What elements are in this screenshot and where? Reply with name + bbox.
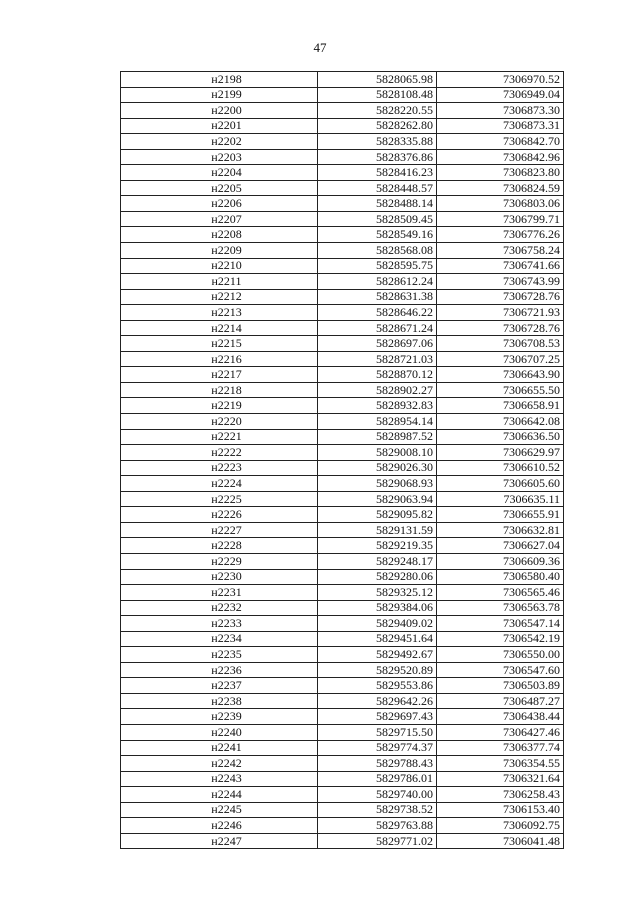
table-row [121, 103, 564, 119]
table-row [121, 771, 564, 787]
point-id-cell: н2246 [121, 818, 318, 834]
y-coordinate-cell: 7306609.36 [437, 553, 564, 569]
point-id-cell: н2226 [121, 507, 318, 523]
y-coordinate-cell: 7306153.40 [437, 802, 564, 818]
table-row [121, 87, 564, 103]
table-row [121, 693, 564, 709]
point-id-cell: н2201 [121, 118, 318, 134]
y-coordinate-cell: 7306321.64 [437, 771, 564, 787]
table-row [121, 600, 564, 616]
point-id-cell: н2211 [121, 274, 318, 290]
x-coordinate-cell: 5828448.57 [318, 180, 437, 196]
table-row [121, 274, 564, 290]
y-coordinate-cell: 7306643.90 [437, 367, 564, 383]
x-coordinate-cell: 5829063.94 [318, 491, 437, 507]
x-coordinate-cell: 5828065.98 [318, 72, 437, 88]
point-id-cell: н2236 [121, 662, 318, 678]
table-row [121, 476, 564, 492]
x-coordinate-cell: 5829325.12 [318, 585, 437, 601]
y-coordinate-cell: 7306949.04 [437, 87, 564, 103]
y-coordinate-cell: 7306610.52 [437, 460, 564, 476]
y-coordinate-cell: 7306823.80 [437, 165, 564, 181]
x-coordinate-cell: 5829786.01 [318, 771, 437, 787]
table-row [121, 305, 564, 321]
point-id-cell: н2245 [121, 802, 318, 818]
x-coordinate-cell: 5828954.14 [318, 414, 437, 430]
table-row [121, 833, 564, 849]
point-id-cell: н2202 [121, 134, 318, 150]
point-id-cell: н2210 [121, 258, 318, 274]
x-coordinate-cell: 5829788.43 [318, 756, 437, 772]
point-id-cell: н2205 [121, 180, 318, 196]
x-coordinate-cell: 5829280.06 [318, 569, 437, 585]
y-coordinate-cell: 7306629.97 [437, 445, 564, 461]
table-row [121, 724, 564, 740]
table-row [121, 460, 564, 476]
table-row [121, 740, 564, 756]
point-id-cell: н2206 [121, 196, 318, 212]
table-row [121, 118, 564, 134]
table-row [121, 180, 564, 196]
table-row [121, 414, 564, 430]
x-coordinate-cell: 5828595.75 [318, 258, 437, 274]
table-row [121, 662, 564, 678]
point-id-cell: н2209 [121, 243, 318, 259]
x-coordinate-cell: 5829763.88 [318, 818, 437, 834]
table-row [121, 491, 564, 507]
table-row [121, 756, 564, 772]
table-row [121, 522, 564, 538]
table-row [121, 289, 564, 305]
x-coordinate-cell: 5829068.93 [318, 476, 437, 492]
y-coordinate-cell: 7306605.60 [437, 476, 564, 492]
point-id-cell: н2241 [121, 740, 318, 756]
y-coordinate-cell: 7306635.11 [437, 491, 564, 507]
point-id-cell: н2227 [121, 522, 318, 538]
x-coordinate-cell: 5829520.89 [318, 662, 437, 678]
table-row [121, 211, 564, 227]
x-coordinate-cell: 5829492.67 [318, 647, 437, 663]
point-id-cell: н2244 [121, 787, 318, 803]
y-coordinate-cell: 7306655.50 [437, 382, 564, 398]
y-coordinate-cell: 7306487.27 [437, 693, 564, 709]
table-row [121, 616, 564, 632]
x-coordinate-cell: 5829697.43 [318, 709, 437, 725]
table-row [121, 72, 564, 88]
table-row [121, 787, 564, 803]
x-coordinate-cell: 5828631.38 [318, 289, 437, 305]
x-coordinate-cell: 5828549.16 [318, 227, 437, 243]
x-coordinate-cell: 5828671.24 [318, 320, 437, 336]
x-coordinate-cell: 5828721.03 [318, 351, 437, 367]
y-coordinate-cell: 7306550.00 [437, 647, 564, 663]
y-coordinate-cell: 7306708.53 [437, 336, 564, 352]
point-id-cell: н2212 [121, 289, 318, 305]
table-row [121, 351, 564, 367]
point-id-cell: н2220 [121, 414, 318, 430]
y-coordinate-cell: 7306655.91 [437, 507, 564, 523]
point-id-cell: н2224 [121, 476, 318, 492]
y-coordinate-cell: 7306799.71 [437, 211, 564, 227]
point-id-cell: н2242 [121, 756, 318, 772]
point-id-cell: н2235 [121, 647, 318, 663]
table-row [121, 165, 564, 181]
y-coordinate-cell: 7306547.60 [437, 662, 564, 678]
y-coordinate-cell: 7306041.48 [437, 833, 564, 849]
point-id-cell: н2215 [121, 336, 318, 352]
x-coordinate-cell: 5829738.52 [318, 802, 437, 818]
y-coordinate-cell: 7306580.40 [437, 569, 564, 585]
point-id-cell: н2217 [121, 367, 318, 383]
y-coordinate-cell: 7306758.24 [437, 243, 564, 259]
x-coordinate-cell: 5828416.23 [318, 165, 437, 181]
point-id-cell: н2229 [121, 553, 318, 569]
table-row [121, 507, 564, 523]
x-coordinate-cell: 5828870.12 [318, 367, 437, 383]
page-number: 47 [313, 40, 327, 55]
y-coordinate-cell: 7306842.70 [437, 134, 564, 150]
point-id-cell: н2213 [121, 305, 318, 321]
y-coordinate-cell: 7306842.96 [437, 149, 564, 165]
point-id-cell: н2223 [121, 460, 318, 476]
point-id-cell: н2233 [121, 616, 318, 632]
y-coordinate-cell: 7306092.75 [437, 818, 564, 834]
table-row [121, 243, 564, 259]
y-coordinate-cell: 7306658.91 [437, 398, 564, 414]
point-id-cell: н2198 [121, 72, 318, 88]
point-id-cell: н2199 [121, 87, 318, 103]
table-row [121, 227, 564, 243]
point-id-cell: н2203 [121, 149, 318, 165]
x-coordinate-cell: 5828902.27 [318, 382, 437, 398]
table-row [121, 367, 564, 383]
y-coordinate-cell: 7306258.43 [437, 787, 564, 803]
y-coordinate-cell: 7306542.19 [437, 631, 564, 647]
table-row [121, 382, 564, 398]
point-id-cell: н2247 [121, 833, 318, 849]
y-coordinate-cell: 7306427.46 [437, 724, 564, 740]
point-id-cell: н2230 [121, 569, 318, 585]
point-id-cell: н2237 [121, 678, 318, 694]
table-row [121, 647, 564, 663]
x-coordinate-cell: 5828262.80 [318, 118, 437, 134]
y-coordinate-cell: 7306565.46 [437, 585, 564, 601]
x-coordinate-cell: 5828220.55 [318, 103, 437, 119]
point-id-cell: н2221 [121, 429, 318, 445]
x-coordinate-cell: 5828335.88 [318, 134, 437, 150]
x-coordinate-cell: 5829451.64 [318, 631, 437, 647]
point-id-cell: н2208 [121, 227, 318, 243]
table-row [121, 538, 564, 554]
y-coordinate-cell: 7306563.78 [437, 600, 564, 616]
table-row [121, 429, 564, 445]
y-coordinate-cell: 7306627.04 [437, 538, 564, 554]
table-row [121, 678, 564, 694]
x-coordinate-cell: 5829715.50 [318, 724, 437, 740]
point-id-cell: н2232 [121, 600, 318, 616]
y-coordinate-cell: 7306547.14 [437, 616, 564, 632]
y-coordinate-cell: 7306636.50 [437, 429, 564, 445]
y-coordinate-cell: 7306741.66 [437, 258, 564, 274]
point-id-cell: н2231 [121, 585, 318, 601]
x-coordinate-cell: 5829771.02 [318, 833, 437, 849]
y-coordinate-cell: 7306642.08 [437, 414, 564, 430]
point-id-cell: н2228 [121, 538, 318, 554]
y-coordinate-cell: 7306728.76 [437, 320, 564, 336]
table-row [121, 149, 564, 165]
x-coordinate-cell: 5828612.24 [318, 274, 437, 290]
x-coordinate-cell: 5828568.08 [318, 243, 437, 259]
x-coordinate-cell: 5829008.10 [318, 445, 437, 461]
point-id-cell: н2200 [121, 103, 318, 119]
y-coordinate-cell: 7306721.93 [437, 305, 564, 321]
point-id-cell: н2216 [121, 351, 318, 367]
x-coordinate-cell: 5828108.48 [318, 87, 437, 103]
x-coordinate-cell: 5829095.82 [318, 507, 437, 523]
table-row [121, 585, 564, 601]
x-coordinate-cell: 5829553.86 [318, 678, 437, 694]
x-coordinate-cell: 5829131.59 [318, 522, 437, 538]
y-coordinate-cell: 7306873.30 [437, 103, 564, 119]
y-coordinate-cell: 7306438.44 [437, 709, 564, 725]
x-coordinate-cell: 5829026.30 [318, 460, 437, 476]
table-row [121, 445, 564, 461]
point-id-cell: н2218 [121, 382, 318, 398]
point-id-cell: н2238 [121, 693, 318, 709]
x-coordinate-cell: 5828646.22 [318, 305, 437, 321]
y-coordinate-cell: 7306632.81 [437, 522, 564, 538]
point-id-cell: н2204 [121, 165, 318, 181]
point-id-cell: н2240 [121, 724, 318, 740]
y-coordinate-cell: 7306354.55 [437, 756, 564, 772]
x-coordinate-cell: 5828987.52 [318, 429, 437, 445]
table-row [121, 336, 564, 352]
x-coordinate-cell: 5829740.00 [318, 787, 437, 803]
x-coordinate-cell: 5828376.86 [318, 149, 437, 165]
point-id-cell: н2222 [121, 445, 318, 461]
table-row [121, 398, 564, 414]
point-id-cell: н2225 [121, 491, 318, 507]
table-row [121, 134, 564, 150]
coordinates-table [120, 71, 564, 849]
table-row [121, 631, 564, 647]
x-coordinate-cell: 5829219.35 [318, 538, 437, 554]
y-coordinate-cell: 7306873.31 [437, 118, 564, 134]
table-row [121, 709, 564, 725]
point-id-cell: н2207 [121, 211, 318, 227]
y-coordinate-cell: 7306824.59 [437, 180, 564, 196]
x-coordinate-cell: 5828509.45 [318, 211, 437, 227]
x-coordinate-cell: 5829409.02 [318, 616, 437, 632]
x-coordinate-cell: 5828697.06 [318, 336, 437, 352]
y-coordinate-cell: 7306377.74 [437, 740, 564, 756]
y-coordinate-cell: 7306803.06 [437, 196, 564, 212]
table-row [121, 320, 564, 336]
table-row [121, 818, 564, 834]
x-coordinate-cell: 5829642.26 [318, 693, 437, 709]
y-coordinate-cell: 7306707.25 [437, 351, 564, 367]
x-coordinate-cell: 5829384.06 [318, 600, 437, 616]
point-id-cell: н2239 [121, 709, 318, 725]
table-row [121, 802, 564, 818]
x-coordinate-cell: 5828932.83 [318, 398, 437, 414]
y-coordinate-cell: 7306743.99 [437, 274, 564, 290]
x-coordinate-cell: 5828488.14 [318, 196, 437, 212]
table-row [121, 553, 564, 569]
x-coordinate-cell: 5829248.17 [318, 553, 437, 569]
point-id-cell: н2214 [121, 320, 318, 336]
point-id-cell: н2243 [121, 771, 318, 787]
table-row [121, 569, 564, 585]
table-row [121, 196, 564, 212]
y-coordinate-cell: 7306728.76 [437, 289, 564, 305]
coordinates-table-body [121, 72, 564, 849]
y-coordinate-cell: 7306503.89 [437, 678, 564, 694]
y-coordinate-cell: 7306776.26 [437, 227, 564, 243]
y-coordinate-cell: 7306970.52 [437, 72, 564, 88]
x-coordinate-cell: 5829774.37 [318, 740, 437, 756]
table-row [121, 258, 564, 274]
point-id-cell: н2219 [121, 398, 318, 414]
point-id-cell: н2234 [121, 631, 318, 647]
